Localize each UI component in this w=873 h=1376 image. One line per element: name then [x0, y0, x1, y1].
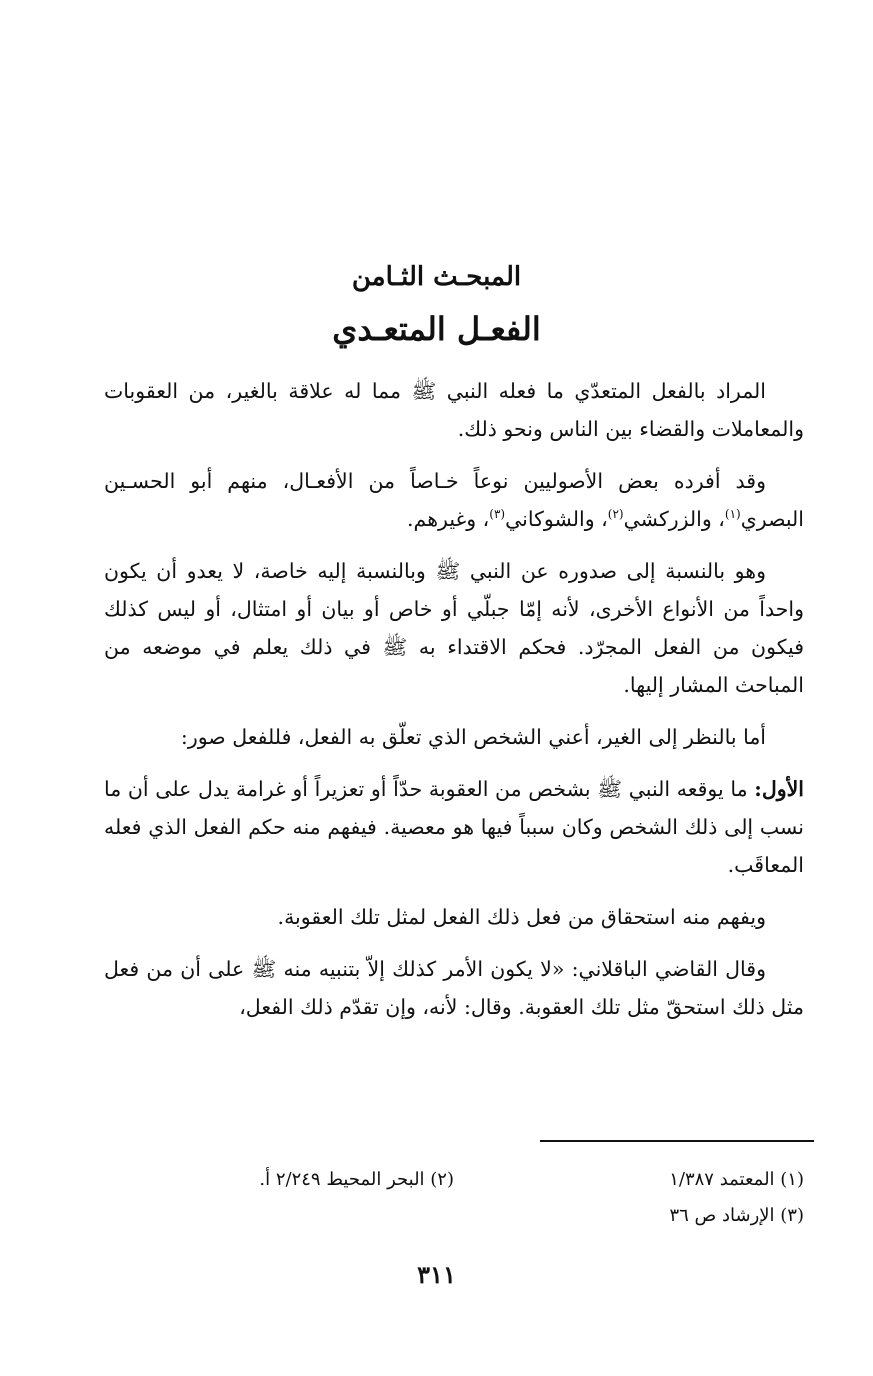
paragraph-7: وقال القاضي الباقلاني: «لا يكون الأمر كذلك إلاّ بتنبيه منه ﷺ على أن من فعل مثل ذلك استحقّ مثل تلك العقوبة. وقال: لأنه، وإن تقدّم ذلك الفعل، [104, 957, 804, 1019]
paragraph-6: ويفهم منه استحقاق من فعل ذلك الفعل لمثل تلك العقوبة. [277, 905, 766, 929]
footnote-ref-1: (١) [724, 507, 741, 522]
paragraph-5 [104, 770, 804, 884]
footnote-ref-3: (٣) [489, 507, 506, 522]
paragraph-2-part-d: ، وغيرهم. [407, 507, 490, 531]
paragraph-3: وهو بالنسبة إلى صدوره عن النبي ﷺ وبالنسبة إليه خاصة، لا يعدو أن يكون واحداً من الأنواع الأخرى، لأنه إمّا جبلّي أو خاص أو بيان أو امتثال، أو ليس كذلك فيكون من الفعل المجرّد. فحكم الاقتداء به ﷺ في ذلك يعلم في موضعه من المباحث المشار إليها. [104, 559, 804, 697]
paragraph-5-text: ما يوقعه النبي ﷺ بشخص من العقوبة حدّاً أو تعزيراً أو غرامة يدل على أن ما نسب إلى ذلك الشخص وكان سبباً فيها هو معصية. فيفهم منه حكم الفعل الذي فعله المعاقَب. [104, 777, 804, 877]
footnote-3: (٣) الإرشاد ص ٣٦ [669, 1205, 804, 1226]
paragraph-2-part-b: ، والزركشي [623, 507, 725, 531]
footnote-ref-2: (٢) [607, 507, 624, 522]
footnote-divider [540, 1140, 814, 1142]
paragraph-2-part-a: وقد أفرده بعض الأصوليين نوعاً خـاصاً من الأفعـال، منهم أبو الحسـين البصري [104, 469, 804, 531]
footnote-1: (١) المعتمد ١/٣٨٧ [669, 1169, 804, 1190]
paragraph-2-part-c: ، والشوكاني [505, 507, 608, 531]
paragraph-2 [104, 462, 804, 538]
chapter-title: الفعـل المتعـدي [332, 310, 541, 348]
footnote-2: (٢) البحر المحيط ٢/٢٤٩ أ. [259, 1169, 454, 1190]
page-number: ٣١١ [417, 1260, 456, 1289]
main-text [104, 372, 804, 1040]
section-heading: المبحـث الثـامن [351, 262, 522, 292]
paragraph-4: أما بالنظر إلى الغير، أعني الشخص الذي تعلّق به الفعل، فللفعل صور: [180, 725, 766, 749]
paragraph-5-lead: الأول: [754, 777, 804, 801]
footnote-row-1 [104, 1162, 804, 1198]
footnotes [104, 1162, 804, 1234]
footnote-row-2 [104, 1198, 804, 1234]
paragraph-1: المراد بالفعل المتعدّي ما فعله النبي ﷺ مما له علاقة بالغير، من العقوبات والمعاملات والقضاء بين الناس ونحو ذلك. [104, 379, 804, 441]
